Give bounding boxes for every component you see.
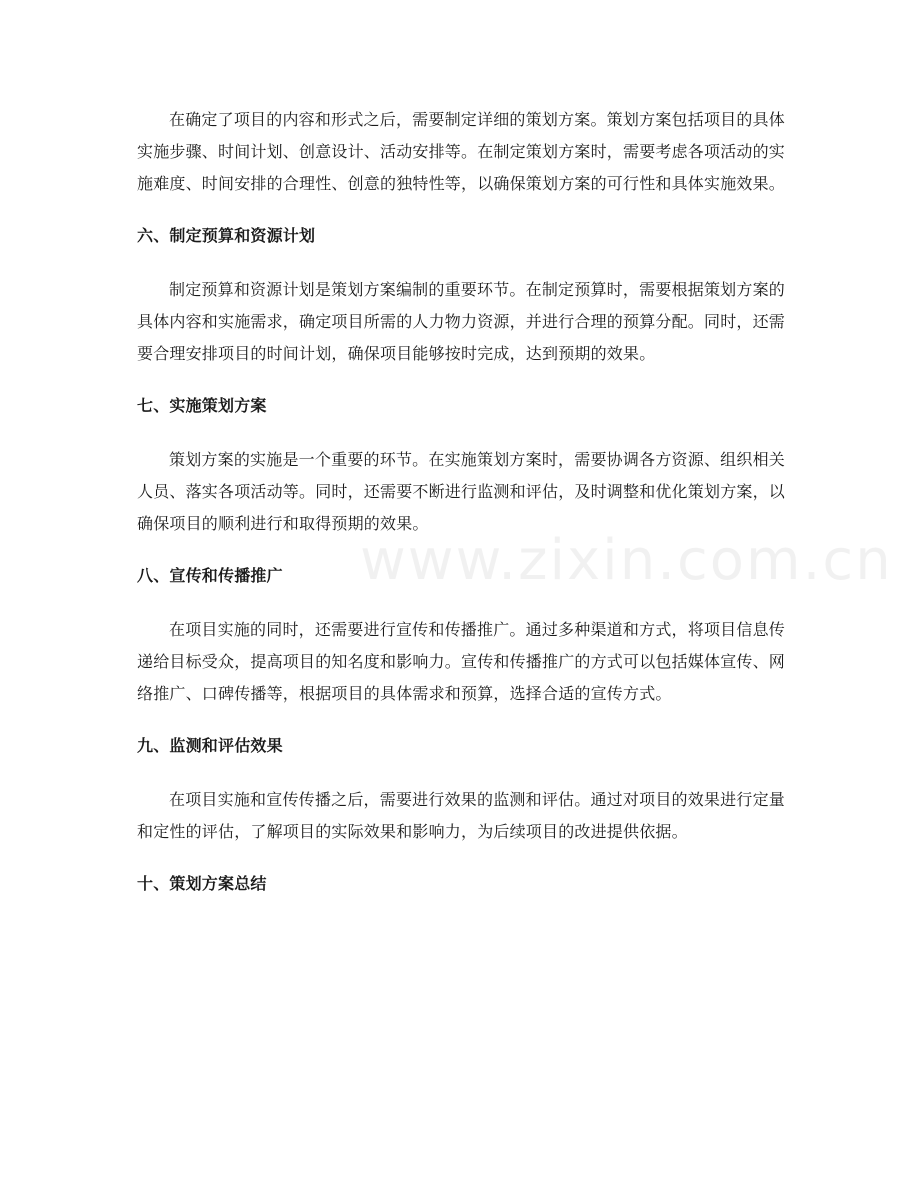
watermark: www.zixin.com.cn xyxy=(360,528,893,593)
section-heading-9: 九、监测和评估效果 xyxy=(137,736,283,755)
section-heading-7: 七、实施策划方案 xyxy=(137,396,267,415)
section-paragraph-8: 在项目实施的同时，还需要进行宣传和传播推广。通过多种渠道和方式，将项目信息传递给目标受众，提高项目的知名度和影响力。宣传和传播推广的方式可以包括媒体宣传、网络推广、口碑传播等，根据项目的具体需求和预算，选择合适的宣传方式。 xyxy=(137,620,786,703)
section-heading-10: 十、策划方案总结 xyxy=(137,874,267,893)
document-body xyxy=(137,104,785,900)
section-paragraph-6: 制定预算和资源计划是策划方案编制的重要环节。在制定预算时，需要根据策划方案的具体内容和实施需求，确定项目所需的人力物力资源，并进行合理的预算分配。同时，还需要合理安排项目的时间计划，确保项目能够按时完成，达到预期的效果。 xyxy=(137,280,786,363)
section-paragraph-7: 策划方案的实施是一个重要的环节。在实施策划方案时，需要协调各方资源、组织相关人员、落实各项活动等。同时，还需要不断进行监测和评估，及时调整和优化策划方案，以确保项目的顺利进行和取得预期的效果。 xyxy=(137,450,786,533)
section-paragraph-9: 在项目实施和宣传传播之后，需要进行效果的监测和评估。通过对项目的效果进行定量和定性的评估，了解项目的实际效果和影响力，为后续项目的改进提供依据。 xyxy=(137,790,785,841)
intro-paragraph: 在确定了项目的内容和形式之后，需要制定详细的策划方案。策划方案包括项目的具体实施步骤、时间计划、创意设计、活动安排等。在制定策划方案时，需要考虑各项活动的实施难度、时间安排的合理性、创意的独特性等，以确保策划方案的可行性和具体实施效果。 xyxy=(137,110,786,193)
section-heading-6: 六、制定预算和资源计划 xyxy=(137,226,316,245)
section-heading-8: 八、宣传和传播推广 xyxy=(137,566,283,585)
